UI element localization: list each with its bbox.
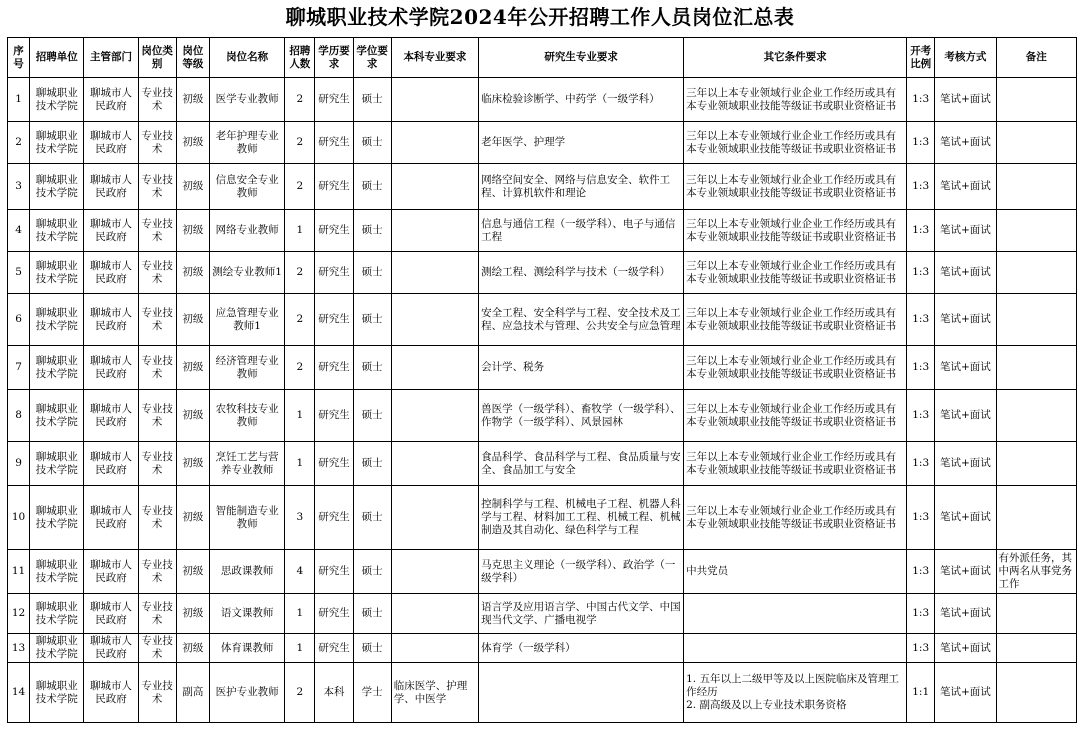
cell-dept: 聊城市人民政府 bbox=[84, 294, 138, 346]
cell-undergrad-major bbox=[391, 122, 478, 164]
cell-other-conditions: 三年以上本专业领域行业企业工作经历或具有本专业领域职业技能等级证书或职业资格证书 bbox=[684, 78, 907, 122]
cell-note bbox=[996, 594, 1076, 634]
table-row bbox=[8, 550, 1077, 594]
header-degree: 学位要求 bbox=[353, 38, 391, 78]
cell-undergrad-major bbox=[391, 294, 478, 346]
header-education: 学历要求 bbox=[315, 38, 353, 78]
cell-note bbox=[996, 122, 1076, 164]
cell-education: 本科 bbox=[315, 663, 353, 723]
cell-exam: 笔试+面试 bbox=[935, 390, 996, 442]
cell-level: 初级 bbox=[176, 594, 209, 634]
cell-post: 老年护理专业教师 bbox=[209, 122, 284, 164]
header-post: 岗位名称 bbox=[209, 38, 284, 78]
cell-exam: 笔试+面试 bbox=[935, 594, 996, 634]
cell-count: 2 bbox=[285, 122, 315, 164]
cell-education: 研究生 bbox=[315, 390, 353, 442]
cell-education: 研究生 bbox=[315, 164, 353, 210]
cell-other-conditions: 三年以上本专业领域行业企业工作经历或具有本专业领域职业技能等级证书或职业资格证书 bbox=[684, 122, 907, 164]
cell-unit: 聊城职业技术学院 bbox=[30, 346, 84, 390]
cell-dept: 聊城市人民政府 bbox=[84, 486, 138, 550]
cell-dept: 聊城市人民政府 bbox=[84, 634, 138, 663]
header-other-conditions: 其它条件要求 bbox=[684, 38, 907, 78]
header-level: 岗位等级 bbox=[176, 38, 209, 78]
cell-category: 专业技术 bbox=[138, 390, 176, 442]
cell-unit: 聊城职业技术学院 bbox=[30, 442, 84, 486]
cell-level: 初级 bbox=[176, 164, 209, 210]
cell-grad-major: 语言学及应用语言学、中国古代文学、中国现当代文学、广播电视学 bbox=[479, 594, 684, 634]
cell-ratio: 1:1 bbox=[907, 663, 935, 723]
cell-grad-major: 安全工程、安全科学与工程、安全技术及工程、应急技术与管理、公共安全与应急管理 bbox=[479, 294, 684, 346]
cell-other-conditions: 三年以上本专业领域行业企业工作经历或具有本专业领域职业技能等级证书或职业资格证书 bbox=[684, 294, 907, 346]
header-note: 备注 bbox=[996, 38, 1076, 78]
cell-ratio: 1:3 bbox=[907, 486, 935, 550]
cell-dept: 聊城市人民政府 bbox=[84, 78, 138, 122]
cell-dept: 聊城市人民政府 bbox=[84, 346, 138, 390]
row-number: 2 bbox=[8, 122, 30, 164]
page-title: 聊城职业技术学院2024年公开招聘工作人员岗位汇总表 bbox=[285, 5, 795, 29]
cell-education: 研究生 bbox=[315, 634, 353, 663]
row-number: 7 bbox=[8, 346, 30, 390]
cell-unit: 聊城职业技术学院 bbox=[30, 78, 84, 122]
cell-degree: 硕士 bbox=[353, 550, 391, 594]
cell-category: 专业技术 bbox=[138, 663, 176, 723]
cell-other-conditions bbox=[684, 594, 907, 634]
cell-dept: 聊城市人民政府 bbox=[84, 210, 138, 252]
cell-count: 1 bbox=[285, 442, 315, 486]
cell-ratio: 1:3 bbox=[907, 390, 935, 442]
cell-undergrad-major bbox=[391, 346, 478, 390]
table-row bbox=[8, 252, 1077, 294]
row-number: 10 bbox=[8, 486, 30, 550]
table-row bbox=[8, 594, 1077, 634]
cell-dept: 聊城市人民政府 bbox=[84, 390, 138, 442]
cell-post: 医护专业教师 bbox=[209, 663, 284, 723]
table-row bbox=[8, 634, 1077, 663]
row-number: 13 bbox=[8, 634, 30, 663]
cell-undergrad-major bbox=[391, 210, 478, 252]
cell-count: 1 bbox=[285, 210, 315, 252]
cell-unit: 聊城职业技术学院 bbox=[30, 594, 84, 634]
cell-level: 初级 bbox=[176, 486, 209, 550]
cell-exam: 笔试+面试 bbox=[935, 663, 996, 723]
table-row bbox=[8, 78, 1077, 122]
cell-grad-major: 临床检验诊断学、中药学（一级学科） bbox=[479, 78, 684, 122]
cell-post: 信息安全专业教师 bbox=[209, 164, 284, 210]
cell-grad-major: 网络空间安全、网络与信息安全、软件工程、计算机软件和理论 bbox=[479, 164, 684, 210]
cell-post: 应急管理专业教师1 bbox=[209, 294, 284, 346]
cell-post: 农牧科技专业教师 bbox=[209, 390, 284, 442]
cell-exam: 笔试+面试 bbox=[935, 210, 996, 252]
cell-note: 有外派任务，其中两名从事党务工作 bbox=[996, 550, 1076, 594]
cell-unit: 聊城职业技术学院 bbox=[30, 294, 84, 346]
cell-education: 研究生 bbox=[315, 594, 353, 634]
cell-dept: 聊城市人民政府 bbox=[84, 252, 138, 294]
table-row bbox=[8, 390, 1077, 442]
cell-level: 初级 bbox=[176, 634, 209, 663]
cell-unit: 聊城职业技术学院 bbox=[30, 550, 84, 594]
cell-note bbox=[996, 252, 1076, 294]
cell-degree: 硕士 bbox=[353, 594, 391, 634]
cell-ratio: 1:3 bbox=[907, 164, 935, 210]
cell-level: 初级 bbox=[176, 294, 209, 346]
cell-unit: 聊城职业技术学院 bbox=[30, 634, 84, 663]
cell-education: 研究生 bbox=[315, 210, 353, 252]
cell-education: 研究生 bbox=[315, 294, 353, 346]
cell-grad-major bbox=[479, 663, 684, 723]
header-category: 岗位类别 bbox=[138, 38, 176, 78]
cell-degree: 硕士 bbox=[353, 390, 391, 442]
cell-note bbox=[996, 294, 1076, 346]
cell-ratio: 1:3 bbox=[907, 442, 935, 486]
cell-category: 专业技术 bbox=[138, 210, 176, 252]
cell-undergrad-major bbox=[391, 486, 478, 550]
cell-education: 研究生 bbox=[315, 550, 353, 594]
cell-category: 专业技术 bbox=[138, 252, 176, 294]
cell-ratio: 1:3 bbox=[907, 634, 935, 663]
cell-count: 3 bbox=[285, 486, 315, 550]
cell-note bbox=[996, 663, 1076, 723]
table-row bbox=[8, 663, 1077, 723]
cell-exam: 笔试+面试 bbox=[935, 486, 996, 550]
cell-exam: 笔试+面试 bbox=[935, 252, 996, 294]
cell-grad-major: 控制科学与工程、机械电子工程、机器人科学与工程、材料加工工程、机械工程、机械制造及其自动化、绿色科学与工程 bbox=[479, 486, 684, 550]
cell-dept: 聊城市人民政府 bbox=[84, 164, 138, 210]
cell-note bbox=[996, 78, 1076, 122]
cell-note bbox=[996, 442, 1076, 486]
row-number: 9 bbox=[8, 442, 30, 486]
cell-category: 专业技术 bbox=[138, 122, 176, 164]
cell-degree: 硕士 bbox=[353, 210, 391, 252]
cell-note bbox=[996, 210, 1076, 252]
cell-other-conditions: 三年以上本专业领域行业企业工作经历或具有本专业领域职业技能等级证书或职业资格证书 bbox=[684, 390, 907, 442]
cell-grad-major: 会计学、税务 bbox=[479, 346, 684, 390]
cell-other-conditions: 中共党员 bbox=[684, 550, 907, 594]
cell-level: 初级 bbox=[176, 550, 209, 594]
cell-count: 2 bbox=[285, 252, 315, 294]
cell-post: 语文课教师 bbox=[209, 594, 284, 634]
cell-count: 1 bbox=[285, 594, 315, 634]
cell-category: 专业技术 bbox=[138, 294, 176, 346]
cell-grad-major: 信息与通信工程（一级学科）、电子与通信工程 bbox=[479, 210, 684, 252]
row-number: 4 bbox=[8, 210, 30, 252]
cell-undergrad-major bbox=[391, 390, 478, 442]
cell-education: 研究生 bbox=[315, 252, 353, 294]
cell-post: 经济管理专业教师 bbox=[209, 346, 284, 390]
cell-ratio: 1:3 bbox=[907, 594, 935, 634]
cell-dept: 聊城市人民政府 bbox=[84, 594, 138, 634]
header-exam: 考核方式 bbox=[935, 38, 996, 78]
cell-undergrad-major bbox=[391, 78, 478, 122]
cell-level: 初级 bbox=[176, 122, 209, 164]
cell-exam: 笔试+面试 bbox=[935, 78, 996, 122]
header-grad-major: 研究生专业要求 bbox=[479, 38, 684, 78]
cell-category: 专业技术 bbox=[138, 442, 176, 486]
cell-post: 测绘专业教师1 bbox=[209, 252, 284, 294]
cell-post: 智能制造专业教师 bbox=[209, 486, 284, 550]
cell-degree: 硕士 bbox=[353, 78, 391, 122]
cell-education: 研究生 bbox=[315, 78, 353, 122]
cell-unit: 聊城职业技术学院 bbox=[30, 390, 84, 442]
row-number: 14 bbox=[8, 663, 30, 723]
header-ratio: 开考比例 bbox=[907, 38, 935, 78]
cell-degree: 硕士 bbox=[353, 442, 391, 486]
cell-ratio: 1:3 bbox=[907, 252, 935, 294]
table-row bbox=[8, 442, 1077, 486]
cell-category: 专业技术 bbox=[138, 486, 176, 550]
cell-count: 4 bbox=[285, 550, 315, 594]
cell-ratio: 1:3 bbox=[907, 346, 935, 390]
cell-exam: 笔试+面试 bbox=[935, 634, 996, 663]
row-number: 12 bbox=[8, 594, 30, 634]
cell-grad-major: 体育学（一级学科） bbox=[479, 634, 684, 663]
cell-exam: 笔试+面试 bbox=[935, 442, 996, 486]
cell-degree: 硕士 bbox=[353, 486, 391, 550]
cell-degree: 硕士 bbox=[353, 164, 391, 210]
cell-exam: 笔试+面试 bbox=[935, 346, 996, 390]
header-count: 招聘人数 bbox=[285, 38, 315, 78]
cell-unit: 聊城职业技术学院 bbox=[30, 210, 84, 252]
row-number: 3 bbox=[8, 164, 30, 210]
cell-other-conditions: 1. 五年以上二级甲等及以上医院临床及管理工作经历 2. 副高级及以上专业技术职务资格 bbox=[684, 663, 907, 723]
row-number: 6 bbox=[8, 294, 30, 346]
cell-education: 研究生 bbox=[315, 442, 353, 486]
cell-other-conditions: 三年以上本专业领域行业企业工作经历或具有本专业领域职业技能等级证书或职业资格证书 bbox=[684, 486, 907, 550]
cell-degree: 硕士 bbox=[353, 634, 391, 663]
cell-other-conditions: 三年以上本专业领域行业企业工作经历或具有本专业领域职业技能等级证书或职业资格证书 bbox=[684, 442, 907, 486]
cell-level: 副高 bbox=[176, 663, 209, 723]
cell-post: 医学专业教师 bbox=[209, 78, 284, 122]
cell-count: 2 bbox=[285, 294, 315, 346]
recruitment-table bbox=[7, 37, 1077, 723]
header-undergrad-major: 本科专业要求 bbox=[391, 38, 478, 78]
cell-dept: 聊城市人民政府 bbox=[84, 122, 138, 164]
cell-degree: 硕士 bbox=[353, 346, 391, 390]
row-number: 11 bbox=[8, 550, 30, 594]
cell-level: 初级 bbox=[176, 252, 209, 294]
cell-dept: 聊城市人民政府 bbox=[84, 442, 138, 486]
table-row bbox=[8, 294, 1077, 346]
cell-count: 2 bbox=[285, 663, 315, 723]
cell-education: 研究生 bbox=[315, 486, 353, 550]
header-unit: 招聘单位 bbox=[30, 38, 84, 78]
cell-level: 初级 bbox=[176, 78, 209, 122]
cell-post: 体育课教师 bbox=[209, 634, 284, 663]
cell-exam: 笔试+面试 bbox=[935, 294, 996, 346]
cell-count: 2 bbox=[285, 164, 315, 210]
row-number: 1 bbox=[8, 78, 30, 122]
cell-ratio: 1:3 bbox=[907, 122, 935, 164]
table-row bbox=[8, 210, 1077, 252]
cell-category: 专业技术 bbox=[138, 164, 176, 210]
header-dept: 主管部门 bbox=[84, 38, 138, 78]
cell-undergrad-major: 临床医学、护理学、中医学 bbox=[391, 663, 478, 723]
cell-unit: 聊城职业技术学院 bbox=[30, 122, 84, 164]
cell-level: 初级 bbox=[176, 346, 209, 390]
cell-other-conditions bbox=[684, 634, 907, 663]
cell-dept: 聊城市人民政府 bbox=[84, 663, 138, 723]
cell-undergrad-major bbox=[391, 442, 478, 486]
cell-category: 专业技术 bbox=[138, 634, 176, 663]
table-row bbox=[8, 486, 1077, 550]
cell-grad-major: 食品科学、食品科学与工程、食品质量与安全、食品加工与安全 bbox=[479, 442, 684, 486]
cell-count: 2 bbox=[285, 78, 315, 122]
cell-unit: 聊城职业技术学院 bbox=[30, 252, 84, 294]
cell-note bbox=[996, 634, 1076, 663]
cell-count: 1 bbox=[285, 634, 315, 663]
cell-grad-major: 老年医学、护理学 bbox=[479, 122, 684, 164]
table-row bbox=[8, 164, 1077, 210]
cell-level: 初级 bbox=[176, 390, 209, 442]
cell-grad-major: 兽医学（一级学科）、畜牧学（一级学科）、作物学（一级学科）、风景园林 bbox=[479, 390, 684, 442]
table-row bbox=[8, 122, 1077, 164]
cell-education: 研究生 bbox=[315, 122, 353, 164]
cell-category: 专业技术 bbox=[138, 78, 176, 122]
header-row bbox=[8, 38, 1077, 78]
cell-exam: 笔试+面试 bbox=[935, 550, 996, 594]
cell-ratio: 1:3 bbox=[907, 78, 935, 122]
cell-undergrad-major bbox=[391, 252, 478, 294]
cell-category: 专业技术 bbox=[138, 346, 176, 390]
cell-degree: 硕士 bbox=[353, 252, 391, 294]
cell-exam: 笔试+面试 bbox=[935, 164, 996, 210]
cell-ratio: 1:3 bbox=[907, 550, 935, 594]
cell-education: 研究生 bbox=[315, 346, 353, 390]
cell-unit: 聊城职业技术学院 bbox=[30, 486, 84, 550]
cell-dept: 聊城市人民政府 bbox=[84, 550, 138, 594]
cell-grad-major: 马克思主义理论（一级学科）、政治学（一级学科） bbox=[479, 550, 684, 594]
cell-other-conditions: 三年以上本专业领域行业企业工作经历或具有本专业领域职业技能等级证书或职业资格证书 bbox=[684, 252, 907, 294]
cell-ratio: 1:3 bbox=[907, 294, 935, 346]
cell-note bbox=[996, 486, 1076, 550]
cell-undergrad-major bbox=[391, 550, 478, 594]
cell-exam: 笔试+面试 bbox=[935, 122, 996, 164]
cell-post: 烹饪工艺与营养专业教师 bbox=[209, 442, 284, 486]
cell-other-conditions: 三年以上本专业领域行业企业工作经历或具有本专业领域职业技能等级证书或职业资格证书 bbox=[684, 164, 907, 210]
cell-note bbox=[996, 346, 1076, 390]
row-number: 8 bbox=[8, 390, 30, 442]
cell-grad-major: 测绘工程、测绘科学与技术（一级学科） bbox=[479, 252, 684, 294]
cell-post: 网络专业教师 bbox=[209, 210, 284, 252]
cell-level: 初级 bbox=[176, 210, 209, 252]
cell-ratio: 1:3 bbox=[907, 210, 935, 252]
cell-other-conditions: 三年以上本专业领域行业企业工作经历或具有本专业领域职业技能等级证书或职业资格证书 bbox=[684, 210, 907, 252]
cell-category: 专业技术 bbox=[138, 550, 176, 594]
cell-note bbox=[996, 164, 1076, 210]
cell-level: 初级 bbox=[176, 442, 209, 486]
cell-post: 思政课教师 bbox=[209, 550, 284, 594]
cell-count: 1 bbox=[285, 390, 315, 442]
cell-unit: 聊城职业技术学院 bbox=[30, 164, 84, 210]
cell-degree: 硕士 bbox=[353, 122, 391, 164]
cell-degree: 学士 bbox=[353, 663, 391, 723]
row-number: 5 bbox=[8, 252, 30, 294]
header-no: 序号 bbox=[8, 38, 30, 78]
cell-unit: 聊城职业技术学院 bbox=[30, 663, 84, 723]
table-row bbox=[8, 346, 1077, 390]
cell-undergrad-major bbox=[391, 634, 478, 663]
cell-undergrad-major bbox=[391, 164, 478, 210]
cell-count: 2 bbox=[285, 346, 315, 390]
cell-note bbox=[996, 390, 1076, 442]
cell-category: 专业技术 bbox=[138, 594, 176, 634]
cell-undergrad-major bbox=[391, 594, 478, 634]
cell-other-conditions: 三年以上本专业领域行业企业工作经历或具有本专业领域职业技能等级证书或职业资格证书 bbox=[684, 346, 907, 390]
cell-degree: 硕士 bbox=[353, 294, 391, 346]
